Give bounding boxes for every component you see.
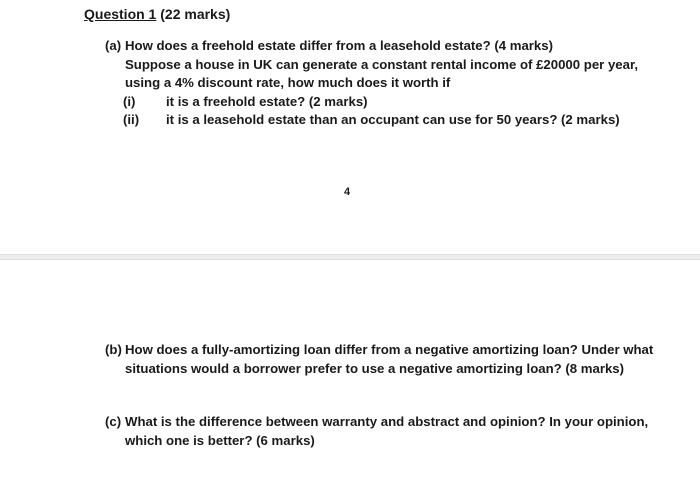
part-c-line-1: What is the difference between warranty and abstract and opinion? In your opinion, [125, 414, 649, 429]
part-a-line-3: using a 4% discount rate, how much does it worth if [125, 75, 451, 90]
part-a-label: (a) [105, 38, 122, 53]
part-a-line-2: Suppose a house in UK can generate a constant rental income of £20000 per year, [125, 56, 639, 72]
subitem-ii-numeral: (ii) [123, 112, 140, 127]
subitem-ii-text: it is a leasehold estate than an occupant can use for 50 years? (2 marks) [166, 112, 620, 127]
subitem-i-numeral: (i) [123, 93, 136, 109]
part-c-line-2: which one is better? (6 marks) [125, 432, 315, 448]
question-marks: (22 marks) [156, 6, 231, 22]
part-b-line-2: situations would a borrower prefer to use a negative amortizing loan? (8 marks) [125, 360, 625, 376]
subitem-i-text: it is a freehold estate? (2 marks) [166, 93, 368, 109]
question-number: Question 1 [84, 6, 157, 22]
question-heading [84, 6, 230, 22]
part-c-label: (c) [105, 414, 122, 429]
part-a-line-1: How does a freehold estate differ from a leasehold estate? (4 marks) [125, 38, 553, 53]
part-b-line-1: How does a fully-amortizing loan differ from a negative amortizing loan? Under what [125, 342, 654, 357]
page-number: 4 [344, 186, 351, 198]
page-bottom [0, 260, 700, 492]
part-b-label: (b) [105, 342, 122, 357]
